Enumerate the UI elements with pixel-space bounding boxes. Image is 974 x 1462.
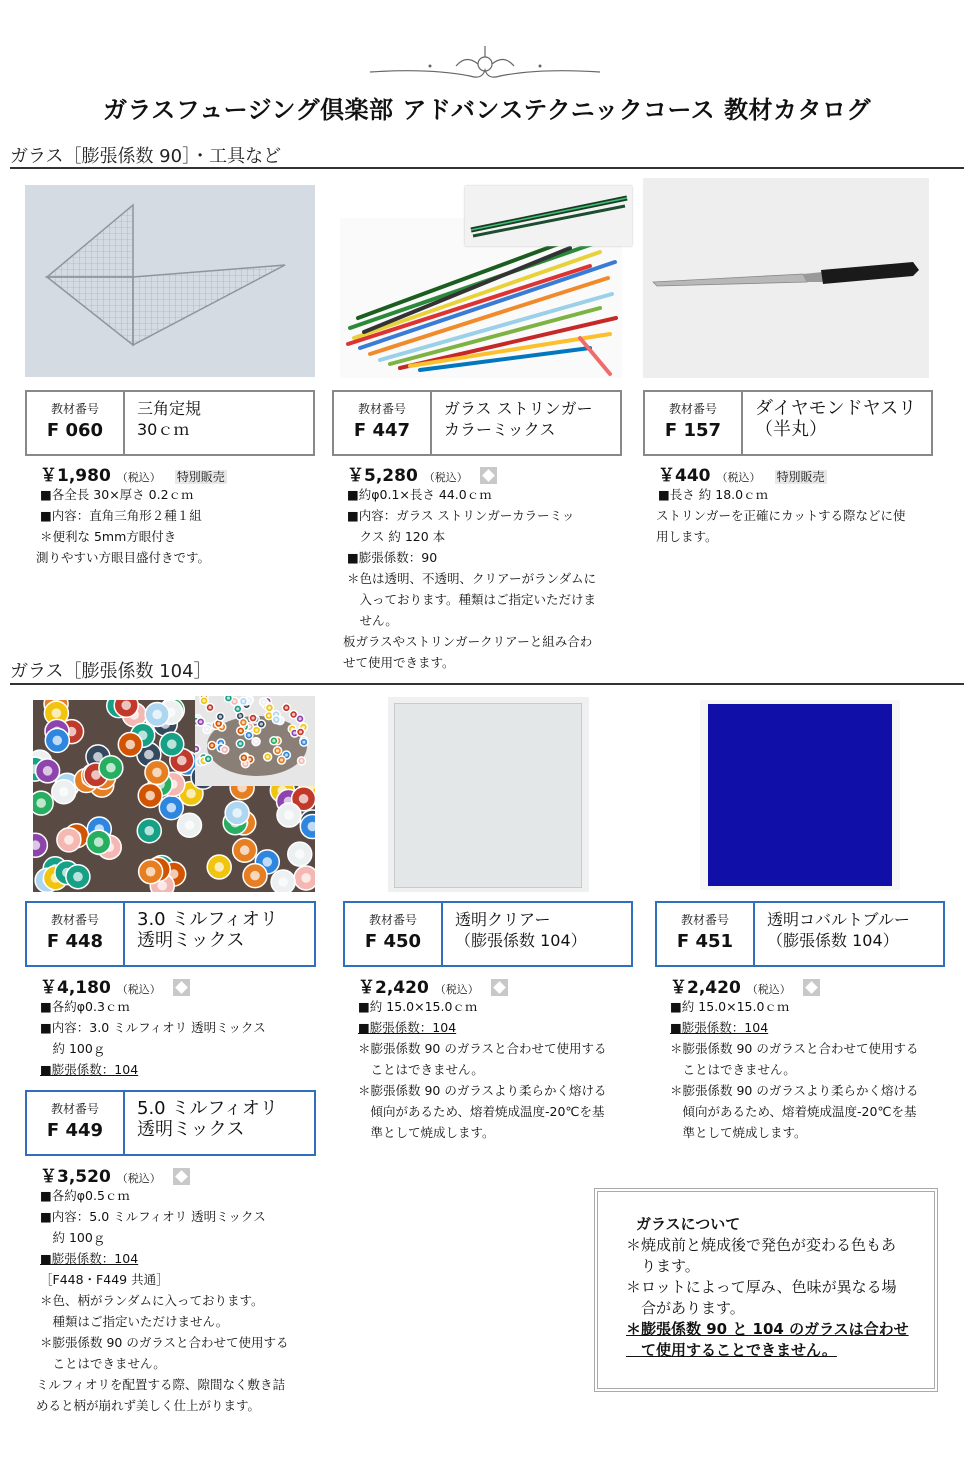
price-row-f449: [40, 1162, 190, 1187]
description-line: ＊膨張係数 90 のガラスと合わせて使用する: [358, 1041, 607, 1056]
price: ￥5,280: [347, 466, 418, 486]
product-id-label: 教材番号: [368, 913, 417, 927]
description-line: ■膨張係数：104: [40, 1062, 139, 1077]
box-separator: [753, 903, 755, 965]
product-name: 3.0 ミルフィオリ 透明ミックス: [137, 909, 278, 951]
special-sale-badge: 特別販売: [776, 470, 825, 484]
box-separator: [123, 903, 125, 965]
description-line: ＊膨張係数 90 のガラスと合わせて使用する: [670, 1041, 919, 1056]
diamond-icon: [480, 467, 497, 484]
product-id-box-f447: [332, 390, 622, 456]
description-line: ■内容：5.0 ミルフィオリ 透明ミックス: [40, 1209, 266, 1224]
page-title: ガラスフュージング倶楽部 アドバンステクニックコース 教材カタログ: [103, 96, 871, 124]
price: ￥2,420: [670, 978, 741, 998]
product-name: 5.0 ミルフィオリ 透明ミックス: [137, 1098, 278, 1140]
glass-note-line: 合があります。: [626, 1299, 745, 1317]
description-line: 準として焼成します。: [670, 1125, 807, 1140]
product-id-label: 教材番号: [50, 1102, 99, 1116]
description-line: ■各約φ0.3ｃｍ: [40, 999, 130, 1014]
diamond-icon: [491, 979, 508, 996]
product-photo-cobalt-glass: [700, 700, 900, 890]
product-photo-triangle-ruler: [25, 185, 315, 377]
description-line: 入っております。種類はご指定いただけま: [347, 592, 597, 607]
description-line: ＊色は透明、不透明、クリアーがランダムに: [347, 571, 597, 586]
box-separator: [123, 1092, 125, 1154]
price-row-f447: [347, 461, 497, 486]
glass-note-line: ＊焼成前と焼成後で発色が変わる色もあ: [626, 1236, 897, 1254]
product-photo-diamond-file: [643, 178, 929, 378]
tax-label: （税込）: [716, 471, 761, 484]
box-separator: [430, 392, 432, 454]
section-heading-104: ガラス［膨張係数 104］: [10, 661, 212, 682]
description-line: 傾向があるため、熔着焼成温度-20℃を基: [670, 1104, 917, 1119]
product-id-box-f060: [25, 390, 315, 456]
price: ￥4,180: [40, 978, 111, 998]
product-id-label: 教材番号: [680, 913, 729, 927]
description-line: 傾向があるため、熔着焼成温度-20℃を基: [358, 1104, 605, 1119]
section-heading-90: ガラス［膨張係数 90］・工具など: [10, 146, 282, 167]
tax-label: （税込）: [434, 983, 479, 996]
box-separator: [441, 903, 443, 965]
description-line: せて使用できます。: [343, 655, 455, 670]
product-photo-millefiori-detail: [195, 696, 315, 786]
box-separator: [123, 392, 125, 454]
product-id-label: 教材番号: [668, 402, 717, 416]
product-photo-clear-glass: [388, 697, 589, 892]
description-line: ＊色、柄がランダムに入っております。: [40, 1293, 264, 1308]
product-code: F 449: [46, 1120, 104, 1141]
price-row-f451: [670, 973, 820, 998]
description-line: ＊膨張係数 90 のガラスより柔らかく熔ける: [358, 1083, 607, 1098]
price: ￥3,520: [40, 1167, 111, 1187]
product-code: F 447: [353, 420, 411, 441]
description-line: ■内容：ガラス ストリンガーカラーミッ: [347, 508, 575, 523]
description-line: ■膨張係数：104: [670, 1020, 769, 1035]
description-f451: [670, 996, 950, 1143]
price-row-f450: [358, 973, 508, 998]
diamond-icon: [803, 979, 820, 996]
product-id-box-f157: [643, 390, 933, 456]
price: ￥2,420: [358, 978, 429, 998]
description-line: ■約 15.0×15.0ｃｍ: [358, 999, 478, 1014]
glass-note-line: ＊膨張係数 90 と 104 のガラスは合わせ: [626, 1320, 909, 1338]
description-line: 種類はご指定いただけません。: [40, 1314, 229, 1329]
glass-notes-heading: ガラスについて: [636, 1215, 741, 1233]
product-photo-stringer-detail: [465, 186, 632, 246]
description-line: 測りやすい方眼目盛付きです。: [36, 550, 211, 565]
product-code: F 448: [46, 931, 104, 952]
description-f060: [36, 484, 320, 568]
description-line: 約 100ｇ: [40, 1230, 106, 1245]
description-line: ことはできません。: [40, 1356, 166, 1371]
description-line: ■内容：3.0 ミルフィオリ 透明ミックス: [40, 1020, 266, 1035]
description-line: ■長さ 約 18.0ｃｍ: [658, 487, 769, 502]
product-id-box-f448: [25, 901, 316, 967]
description-line: ＊膨張係数 90 のガラスと合わせて使用する: [40, 1335, 289, 1350]
description-f447: [343, 484, 627, 673]
description-line: ■各約φ0.5ｃｍ: [40, 1188, 130, 1203]
description-line: ■膨張係数：90: [347, 550, 438, 565]
description-line: ■膨張係数：104: [358, 1020, 457, 1035]
glass-notes-box: [594, 1188, 938, 1392]
description-line: 板ガラスやストリンガークリアーと組み合わ: [343, 634, 593, 649]
description-line: ストリンガーを正確にカットする際などに使: [656, 508, 906, 523]
title-ornament: [370, 40, 600, 86]
description-line: めると柄が崩れず美しく仕上がります。: [36, 1398, 261, 1413]
description-line: 用します。: [656, 529, 718, 544]
description-line: ■約φ0.1×長さ 44.0ｃｍ: [347, 487, 492, 502]
glass-note-line: ります。: [626, 1257, 700, 1275]
description-line: ■内容：直角三角形２種１組: [40, 508, 202, 523]
description-f157: [658, 484, 938, 547]
tax-label: （税込）: [423, 471, 468, 484]
diamond-icon: [173, 1168, 190, 1185]
tax-label: （税込）: [746, 983, 791, 996]
product-id-label: 教材番号: [50, 402, 99, 416]
description-line: ミルフィオリを配置する際、隙間なく敷き詰: [36, 1377, 286, 1392]
diamond-icon: [173, 979, 190, 996]
description-line: 準として焼成します。: [358, 1125, 495, 1140]
price-row-f157: [658, 461, 827, 486]
description-line: ■約 15.0×15.0ｃｍ: [670, 999, 790, 1014]
description-line: ことはできません。: [358, 1062, 484, 1077]
product-id-box-f449: [25, 1090, 316, 1156]
description-line: ＊便利な 5mm方眼付き: [40, 529, 177, 544]
product-code: F 450: [364, 931, 422, 952]
special-sale-badge: 特別販売: [176, 470, 225, 484]
description-line: ＊膨張係数 90 のガラスより柔らかく熔ける: [670, 1083, 919, 1098]
price: ￥1,980: [40, 466, 111, 486]
section-divider: [10, 167, 964, 169]
product-name: ダイヤモンドヤスリ （半丸）: [755, 398, 917, 440]
tax-label: （税込）: [116, 983, 161, 996]
description-line: クス 約 120 本: [347, 529, 446, 544]
description-line: ［F448・F449 共通］: [40, 1272, 169, 1287]
price: ￥440: [658, 466, 711, 486]
product-name: 透明クリアー （膨張係数 104）: [455, 910, 587, 950]
product-code: F 157: [664, 420, 722, 441]
description-line: ■各全長 30×厚さ 0.2ｃｍ: [40, 487, 194, 502]
description-line: せん。: [347, 613, 398, 628]
product-id-box-f451: [655, 901, 945, 967]
product-code: F 060: [46, 420, 104, 441]
description-line: 約 100ｇ: [40, 1041, 106, 1056]
tax-label: （税込）: [116, 471, 161, 484]
glass-note-line: て使用することできません。: [626, 1341, 837, 1359]
section-divider: [10, 683, 964, 685]
price-row-f060: [40, 461, 227, 486]
product-name: ガラス ストリンガー カラーミックス: [444, 399, 593, 439]
product-id-label: 教材番号: [50, 913, 99, 927]
product-id-box-f450: [343, 901, 633, 967]
product-id-label: 教材番号: [357, 402, 406, 416]
box-separator: [741, 392, 743, 454]
price-row-f448: [40, 973, 190, 998]
description-line: ことはできません。: [670, 1062, 796, 1077]
tax-label: （税込）: [116, 1172, 161, 1185]
description-line: ■膨張係数：104: [40, 1251, 139, 1266]
glass-note-line: ＊ロットによって厚み、色味が異なる場: [626, 1278, 897, 1296]
product-name: 透明コバルトブルー （膨張係数 104）: [767, 910, 910, 950]
description-f449: [36, 1185, 320, 1416]
product-name: 三角定規 30ｃｍ: [137, 399, 202, 439]
description-f448: [40, 996, 320, 1080]
description-f450: [358, 996, 638, 1143]
product-code: F 451: [676, 931, 734, 952]
